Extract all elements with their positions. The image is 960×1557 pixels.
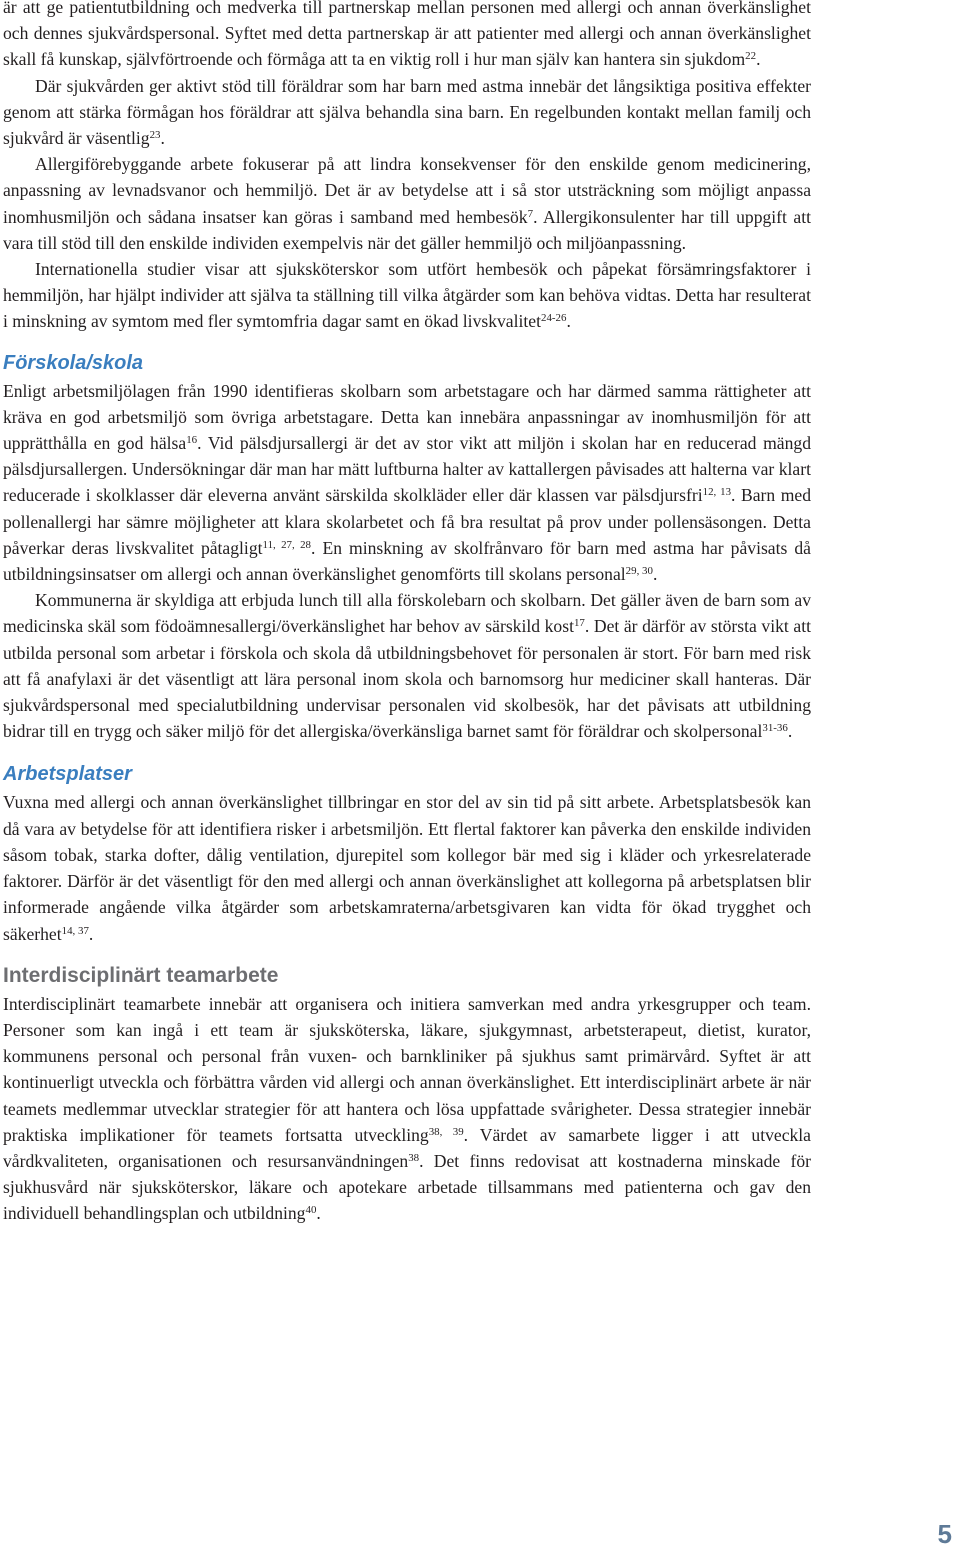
- reference-superscript: 11, 27, 28: [262, 538, 312, 551]
- paragraph-text: är att ge patientutbildning och medverka till partnerskap mellan personen med allergi och annan överkänslighet och dennes sjukvårdspersonal. Syftet med detta partnerskap är att patienter med allergi och annan överkänslighet skall få kunskap, självförtroende och förmåga att ta en viktig roll i hur man själv kan hantera sin sjukdom: [3, 0, 811, 70]
- paragraph-end: .: [566, 311, 571, 332]
- paragraph-intro-2: [3, 73, 811, 152]
- paragraph-text: . En minskning av skolfrånvaro för barn med astma har påvisats då utbildningsinsatser om allergi och annan överkänslighet genomförts till skolans personal: [3, 537, 811, 585]
- reference-superscript: 23: [149, 129, 161, 142]
- reference-superscript: 14, 37: [61, 924, 89, 937]
- paragraph-forskola-2: [3, 587, 811, 744]
- reference-superscript: 16: [186, 434, 198, 447]
- paragraph-end: .: [787, 721, 793, 742]
- paragraph-text: . Allergikonsulenter har till uppgift att vara till stöd till den enskilde individen exempelvis när det gäller hemmiljö och miljöanpassning.: [3, 206, 811, 253]
- reference-superscript: 7: [527, 207, 534, 220]
- paragraph-text: . Barn med pollenallergi har sämre möjligheter att klara skolarbetet och få bra resultat på prov under pollensäsongen. Detta påverkar deras livskvalitet påtagligt: [3, 485, 812, 558]
- paragraph-text: Vuxna med allergi och annan överkänslighet tillbringar en stor del av sin tid på sitt arbete. Arbetsplatsbesök kan då vara av betydelse för att identifiera risker i arbetsmiljön. Ett flertal faktorer kan påverka den enskilde individen såsom tobak, starka dofter, dålig ventilation, djurepitel som kollegor bär med sig i kläder och yrkesrelaterade faktorer. Därför är det väsentligt för den med allergi och annan överkänslighet att kollegorna på arbetsplatsen blir informerade angående vilka åtgärder som arbetskamraterna/arbetsgivaren kan vidta för ökad trygghet och säkerhet: [3, 792, 811, 944]
- body-text: [3, 0, 811, 1227]
- paragraph-intro-4: [3, 256, 811, 335]
- paragraph-teamarbete-1: [3, 991, 811, 1227]
- paragraph-text: . Vid pälsdjursallergi är det av stor vikt att miljön i skolan har en reducerad mängd pälsdjursallergen. Undersökningar där man har mätt luftburna halter av kattallergen påvisades att halterna var klart reducerade i skolklasser där eleverna använt särskilda skolkläder eller där klassen var pälsdjursfri: [3, 433, 811, 506]
- paragraph-text: . Det finns redovisat att kostnaderna minskade för sjukhusvård när sjuksköterskor, läkare och apotekare arbetade tillsammans med patienterna och gav den individuell behandlingsplan och utbildning: [3, 1150, 811, 1224]
- paragraph-end: .: [756, 49, 761, 70]
- section-heading-arbetsplatser: Arbetsplatser: [3, 763, 132, 786]
- paragraph-end: .: [652, 564, 658, 585]
- section-heading-forskola: Förskola/skola: [3, 351, 144, 374]
- paragraph-end: .: [160, 128, 165, 149]
- reference-superscript: 24-26: [540, 312, 567, 325]
- paragraph-arbetsplatser-1: [3, 789, 811, 946]
- paragraph-intro-1: [3, 0, 811, 73]
- paragraph-text: Internationella studier visar att sjuksköterskor som utfört hembesök och påpekat försämringsfaktorer i hemmiljön, har hjälpt individer att själva ta ställning till vilka åtgärder som kan behöva vidtas. Detta har resulterat i minskning av symtom med fler symtomfria dagar samt en ökad livskvalitet: [3, 259, 811, 332]
- reference-superscript: 40: [305, 1204, 317, 1217]
- paragraph-text: Allergiförebyggande arbete fokuserar på att lindra konsekvenser för den enskilde genom medicinering, anpassning av levnadsvanor och hemmiljö. Det är av betydelse att i så stor utsträckning som möjligt anpassa inomhusmiljön och sådana insatser kan göras i samband med hembesök: [3, 154, 811, 227]
- paragraph-forskola-1: [3, 378, 811, 588]
- paragraph-text: Kommunerna är skyldiga att erbjuda lunch till alla förskolebarn och skolbarn. Det gäller även de barn som av medicinska skäl som födoämnesallergi/överkänslighet har behov av särskild kost: [3, 590, 811, 637]
- reference-superscript: 38, 39: [428, 1125, 464, 1138]
- paragraph-text: Interdisciplinärt teamarbete innebär att organisera och initiera samverkan med andra yrkesgrupper och team. Personer som kan ingå i ett team är sjuksköterska, läkare, sjukgymnast, arbetsterapeut, dietist, kurator, kommunens personal och personal från vuxen- och barnkliniker på sjukhus samt primärvård. Syftet är att kontinuerligt utveckla och förbättra vården vid allergi och annan överkänslighet. Ett interdisciplinärt arbete är när teamets medlemmar utvecklar strategier för att hantera och lösa uppfattade svårigheter. Dessa strategier innebär praktiska implikationer för teamets fortsatta utveckling: [3, 993, 811, 1145]
- reference-superscript: 29, 30: [625, 565, 653, 578]
- paragraph-text: . Det är därför av största vikt att utbilda personal som arbetar i förskola och skola då utbildningsbehovet för personalen är stort. För barn med risk att få anafylaxi är det väsentligt att lära personal inom skola och barnomsorg hur mediciner skall hanteras. Där sjukvårdspersonal med specialutbildning undervisar personalen vid skolbesök, har det påvisats att utbildning bidrar till en trygg och säker miljö för det allergiska/överkänsliga barnet samt för föräldrar och skolpersonal: [3, 616, 811, 742]
- reference-superscript: 31-36: [762, 722, 788, 735]
- paragraph-text: Där sjukvården ger aktivt stöd till föräldrar som har barn med astma innebär det långsiktiga positiva effekter genom att stärka förmågan hos föräldrar att själva behandla sina barn. En regelbunden kontakt mellan familj och sjukvård är väsentlig: [3, 75, 811, 149]
- reference-superscript: 17: [573, 617, 585, 630]
- paragraph-end: .: [88, 923, 94, 944]
- reference-superscript: 12, 13: [702, 486, 732, 499]
- page-number: 5: [937, 1519, 952, 1549]
- paragraph-text: Enligt arbetsmiljölagen från 1990 identifieras skolbarn som arbetstagare och har därmed samma rättigheter att kräva en god arbetsmiljö som övriga arbetstagare. Detta kan innebära anpassningar av inomhusmiljön för att upprätthålla en god hälsa: [3, 380, 811, 454]
- reference-superscript: 22: [745, 50, 757, 63]
- paragraph-intro-3: [3, 151, 811, 256]
- section-heading-teamarbete: Interdisciplinärt teamarbete: [3, 963, 279, 987]
- reference-superscript: 38: [408, 1151, 420, 1164]
- paragraph-end: .: [316, 1203, 321, 1224]
- paragraph-text: . Värdet av samarbete ligger i att utveckla vårdkvaliteten, organisationen och resursanvändningen: [3, 1124, 811, 1171]
